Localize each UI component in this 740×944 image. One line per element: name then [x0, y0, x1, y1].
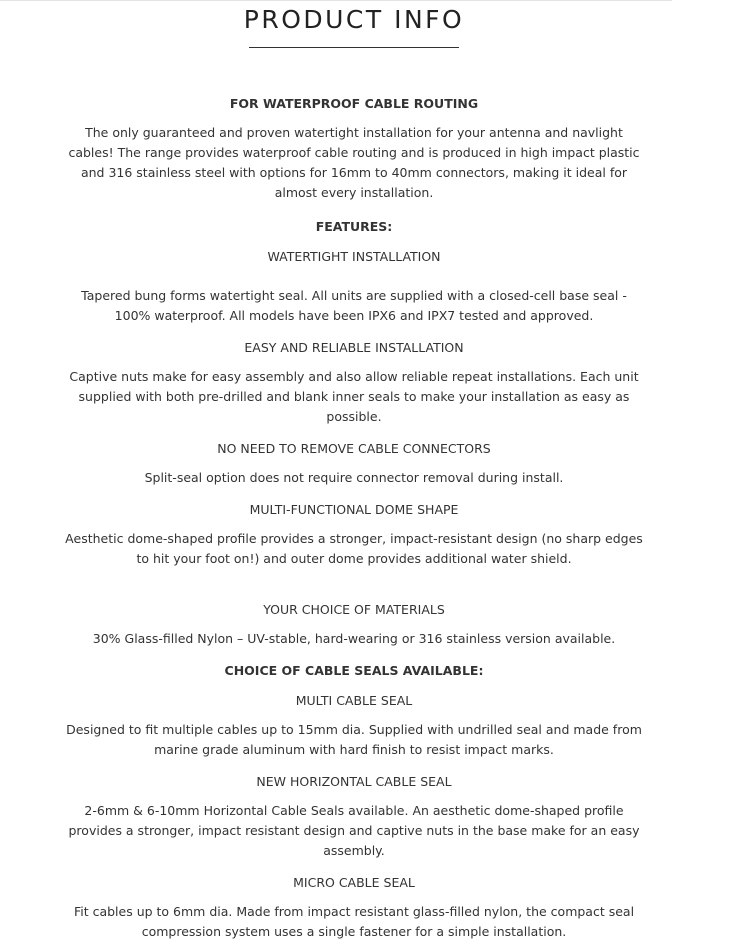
- page-title: PRODUCT INFO: [243, 5, 465, 34]
- title-underline: [249, 47, 459, 48]
- description-paragraph: Tapered bung forms watertight seal. All units are supplied with a closed-cell base seal - 100% waterproof. All models have been IPX6 and IPX7 tested and approved.: [81, 288, 627, 323]
- description-paragraph: The only guaranteed and proven watertight installation for your antenna and navlight cables! The range provides waterproof cable routing and is produced in high impact plastic and 316 stainless steel with options for 16mm to 40mm connectors, making it ideal for almost every installation.: [68, 125, 640, 200]
- description-paragraph: Fit cables up to 6mm dia. Made from impact resistant glass-filled nylon, the compact seal compression system uses a single fastener for a simple installation.: [73, 904, 635, 939]
- feature-heading: NO NEED TO REMOVE CABLE CONNECTORS: [217, 441, 491, 456]
- feature-heading: MICRO CABLE SEAL: [293, 875, 415, 890]
- section-heading: FOR WATERPROOF CABLE ROUTING: [229, 96, 479, 111]
- product-info-content: [62, 95, 646, 942]
- description-paragraph: 30% Glass-filled Nylon – UV-stable, hard-wearing or 316 stainless version available.: [92, 631, 616, 646]
- feature-heading: EASY AND RELIABLE INSTALLATION: [244, 340, 464, 355]
- section-heading: CHOICE OF CABLE SEALS AVAILABLE:: [224, 663, 484, 678]
- description-paragraph: 2-6mm & 6-10mm Horizontal Cable Seals available. An aesthetic dome-shaped profile provides a stronger, impact resistant design and captive nuts in the base make for an easy assembly.: [68, 803, 640, 858]
- description-paragraph: Split-seal option does not require connector removal during install.: [144, 470, 564, 485]
- feature-heading: YOUR CHOICE OF MATERIALS: [263, 602, 445, 617]
- description-paragraph: Designed to fit multiple cables up to 15mm dia. Supplied with undrilled seal and made from marine grade aluminum with hard finish to resist impact marks.: [66, 722, 642, 757]
- description-paragraph: Captive nuts make for easy assembly and also allow reliable repeat installations. Each unit supplied with both pre-drilled and blank inner seals to make your installation as easy as possible.: [69, 369, 639, 424]
- top-divider: [0, 0, 672, 1]
- feature-heading: WATERTIGHT INSTALLATION: [267, 249, 441, 264]
- feature-heading: NEW HORIZONTAL CABLE SEAL: [256, 774, 452, 789]
- feature-heading: MULTI-FUNCTIONAL DOME SHAPE: [249, 502, 459, 517]
- feature-heading: MULTI CABLE SEAL: [295, 693, 413, 708]
- section-heading: FEATURES:: [315, 219, 393, 234]
- description-paragraph: Aesthetic dome-shaped profile provides a stronger, impact-resistant design (no sharp edges to hit your foot on!) and outer dome provides additional water shield.: [65, 531, 643, 566]
